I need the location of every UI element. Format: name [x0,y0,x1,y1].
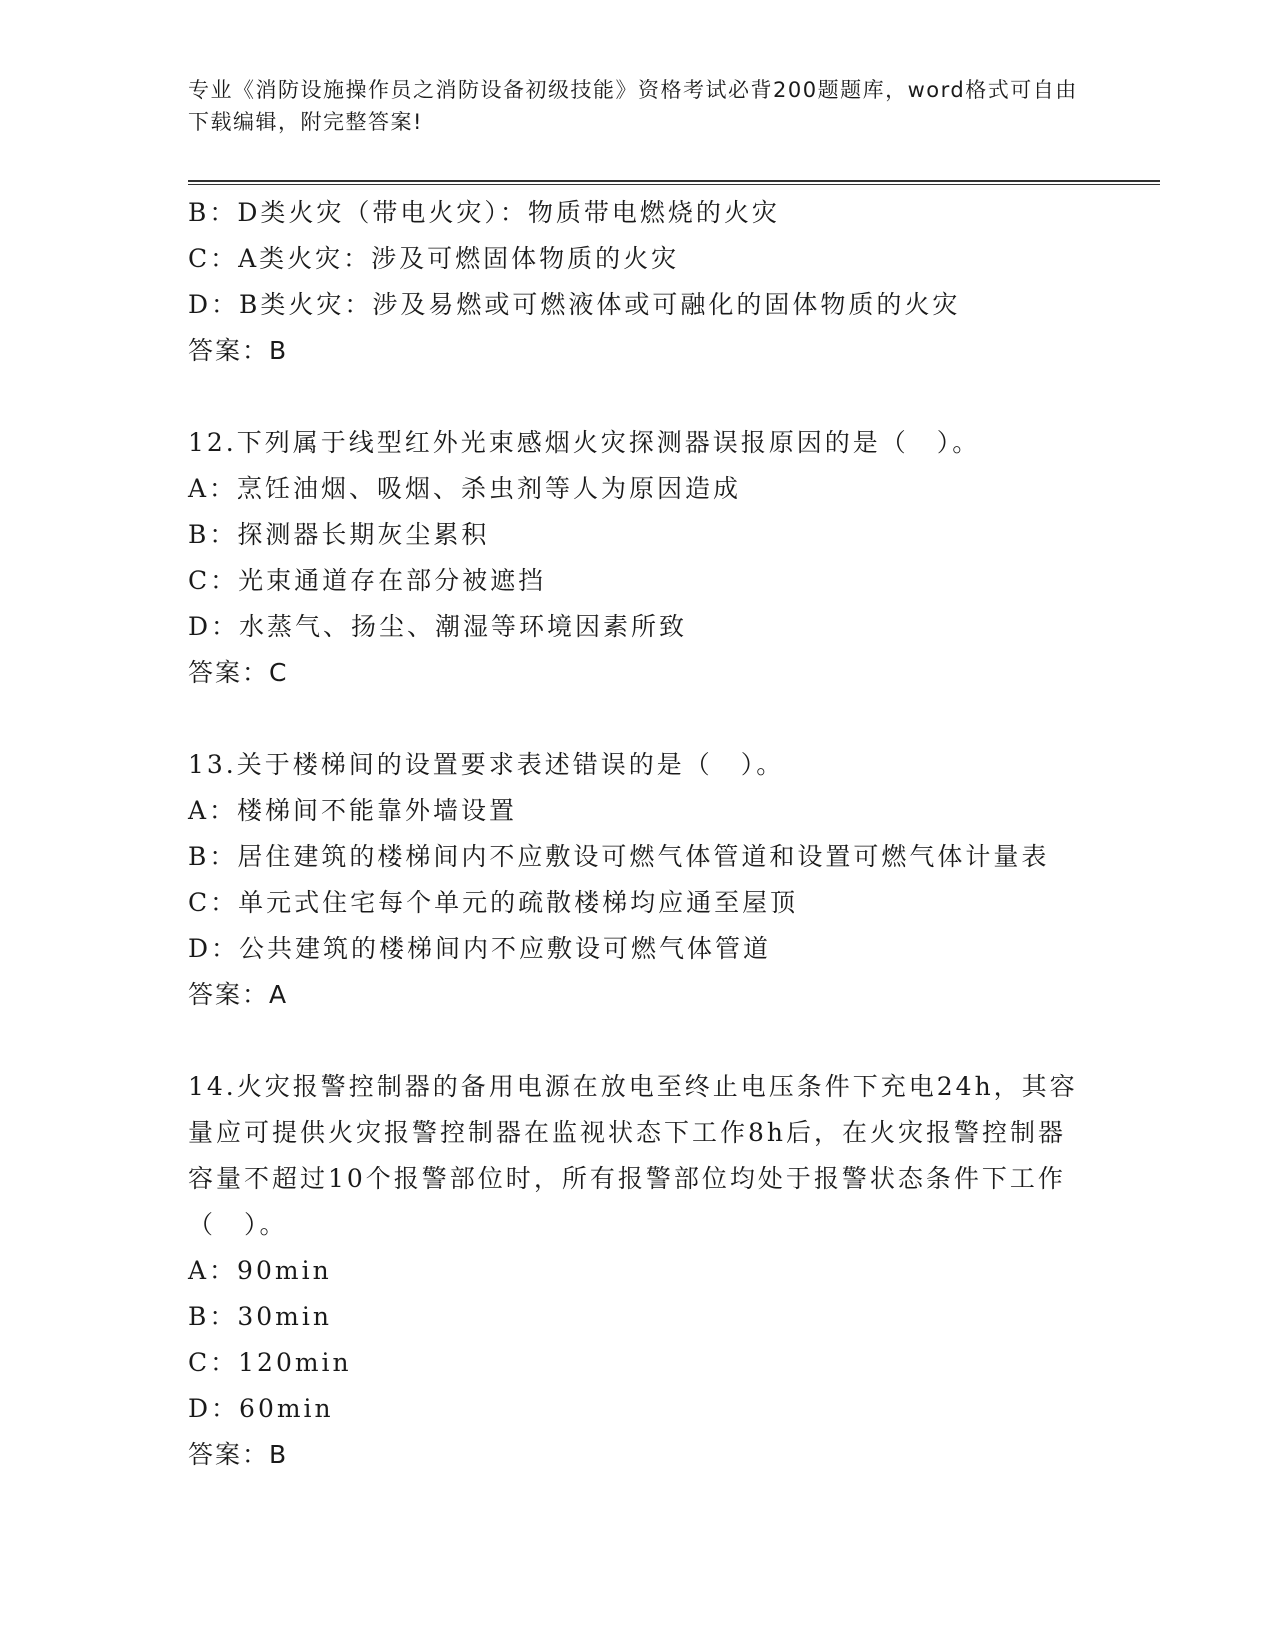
option-b: B：D类火灾（带电火灾）：物质带电燃烧的火灾 [188,198,780,227]
answer: 答案：A [188,980,289,1009]
header-rule-thin [188,184,1160,185]
answer: 答案：B [188,336,289,365]
question-14 [188,1064,1088,1478]
option-d: D：公共建筑的楼梯间内不应敷设可燃气体管道 [188,934,772,963]
option-b: B：居住建筑的楼梯间内不应敷设可燃气体管道和设置可燃气体计量表 [188,842,1050,871]
option-a: A：楼梯间不能靠外墙设置 [188,796,518,825]
option-c: C：光束通道存在部分被遮挡 [188,566,547,595]
option-b: B：探测器长期灰尘累积 [188,520,490,549]
option-a: A：烹饪油烟、吸烟、杀虫剂等人为原因造成 [188,474,742,503]
question-list [188,190,1088,1478]
option-b: B：30min [188,1302,332,1331]
option-c: C：A类火灾：涉及可燃固体物质的火灾 [188,244,680,273]
option-d: D：水蒸气、扬尘、潮湿等环境因素所致 [188,612,688,641]
question-stem: 13.关于楼梯间的设置要求表述错误的是（ ）。 [188,750,785,779]
question-12 [188,420,1088,696]
question-13 [188,742,1088,1018]
answer: 答案：B [188,1440,289,1469]
question-stem: 12.下列属于线型红外光束感烟火灾探测器误报原因的是（ ）。 [188,428,981,457]
header-rule [188,180,1160,182]
option-c: C：单元式住宅每个单元的疏散楼梯均应通至屋顶 [188,888,799,917]
answer: 答案：C [188,658,289,687]
question-11-partial [188,190,1088,374]
document-header: 专业《消防设施操作员之消防设备初级技能》资格考试必背200题题库，word格式可自由下载编辑，附完整答案! [188,78,1078,134]
question-stem: 14.火灾报警控制器的备用电源在放电至终止电压条件下充电24h，其容量应可提供火灾报警控制器在监视状态下工作8h后，在火灾报警控制器容量不超过10个报警部位时，所有报警部位均处于报警状态条件下工作（ ）。 [188,1072,1078,1239]
option-c: C：120min [188,1348,352,1377]
option-d: D：60min [188,1394,334,1423]
option-d: D：B类火灾：涉及易燃或可燃液体或可融化的固体物质的火灾 [188,290,961,319]
option-a: A：90min [188,1256,332,1285]
